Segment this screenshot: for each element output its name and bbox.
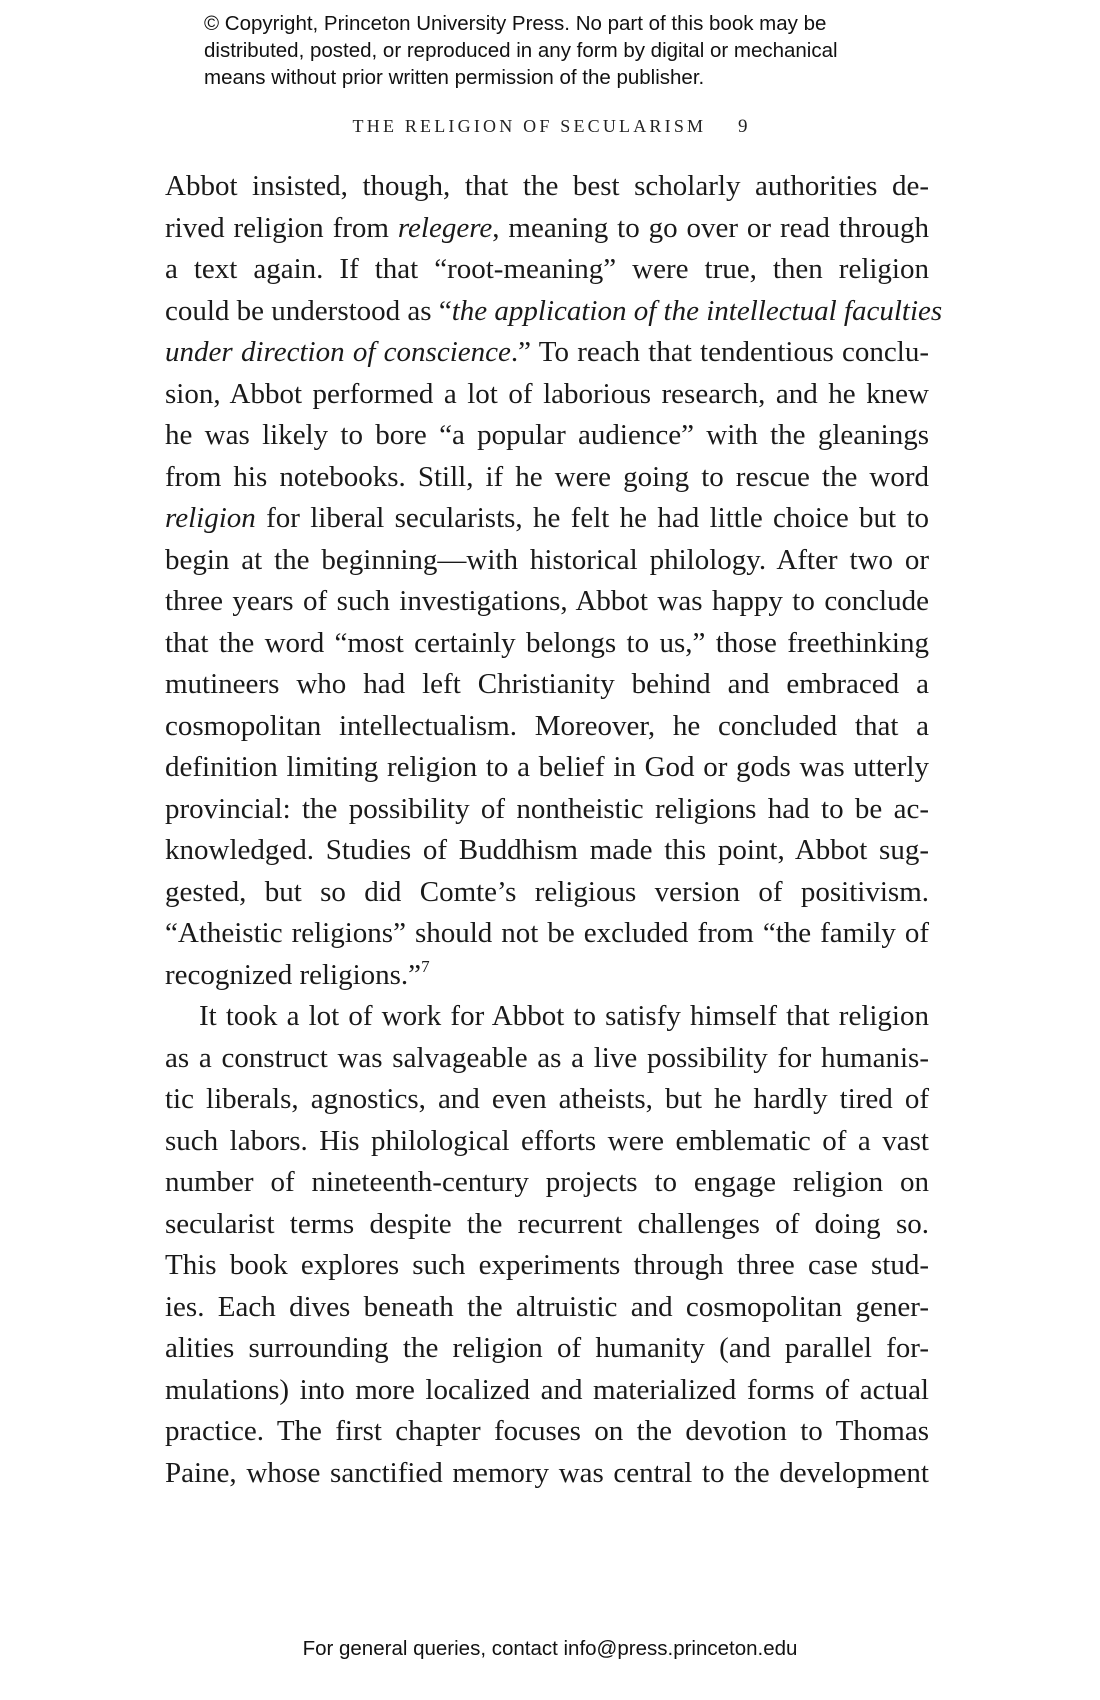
text-line: secularist terms despite the recurrent challenges of doing so. xyxy=(165,1207,929,1240)
running-head-title: THE RELIGION OF SECULARISM xyxy=(352,116,707,136)
text-line: mutineers who had left Christianity behind and embraced a xyxy=(165,668,929,700)
text-line: such labors. His philological efforts were emblematic of a vast xyxy=(165,1124,929,1157)
copyright-line: means without prior written permission of the publisher. xyxy=(204,66,705,89)
text-line: mulations) into more localized and materialized forms of actual xyxy=(165,1373,929,1406)
text-line: knowledged. Studies of Buddhism made this point, Abbot sug- xyxy=(165,834,929,866)
text-line: provincial: the possibility of nontheistic religions had to be ac- xyxy=(165,792,929,825)
text-line: tic liberals, agnostics, and even atheists, but he hardly tired of xyxy=(165,1083,929,1115)
text-line: under direction of conscience.” To reach that tendentious conclu- xyxy=(165,336,929,368)
footer-contact: For general queries, contact info@press.princeton.edu xyxy=(302,1637,798,1660)
footnote-ref: 7 xyxy=(421,956,430,976)
text-line: sion, Abbot performed a lot of laborious research, and he knew xyxy=(165,377,929,410)
text-line: he was likely to bore “a popular audience” with the gleanings xyxy=(165,419,929,451)
text-line: “Atheistic religions” should not be excluded from “the family of xyxy=(165,917,929,949)
text-line: It took a lot of work for Abbot to satisfy himself that religion xyxy=(199,1000,929,1032)
body-text xyxy=(165,166,943,1494)
text-line: rived religion from relegere, meaning to go over or read through xyxy=(165,211,929,244)
text-line: a text again. If that “root-meaning” were true, then religion xyxy=(165,253,929,285)
text-line: definition limiting religion to a belief in God or gods was utterly xyxy=(165,751,929,783)
text-line: number of nineteenth-century projects to engage religion on xyxy=(165,1166,929,1198)
page-number: 9 xyxy=(737,116,748,137)
text-line: Paine, whose sanctified memory was central to the development xyxy=(165,1456,929,1489)
text-line: begin at the beginning—with historical philology. After two or xyxy=(165,543,929,576)
text-line: Abbot insisted, though, that the best scholarly authorities de- xyxy=(165,170,929,202)
text-line: as a construct was salvageable as a live possibility for humanis- xyxy=(165,1041,929,1074)
copyright-notice xyxy=(204,10,964,91)
copyright-line: distributed, posted, or reproduced in any form by digital or mechanical xyxy=(204,39,838,62)
text-line: ies. Each dives beneath the altruistic and cosmopolitan gener- xyxy=(165,1290,929,1323)
running-head xyxy=(0,116,1100,138)
text-line: three years of such investigations, Abbot was happy to conclude xyxy=(165,585,929,617)
text-line: could be understood as “the application of the intellectual faculties xyxy=(165,294,943,327)
text-line: practice. The first chapter focuses on the devotion to Thomas xyxy=(165,1415,929,1447)
text-line: recognized religions.”$^7$ xyxy=(165,956,430,991)
text-line: alities surrounding the religion of humanity (and parallel for- xyxy=(165,1332,929,1364)
text-line: that the word “most certainly belongs to us,” those freethinking xyxy=(165,626,929,659)
text-line: This book explores such experiments through three case stud- xyxy=(165,1249,929,1281)
text-line: religion for liberal secularists, he felt he had little choice but to xyxy=(165,502,929,534)
text-line: gested, but so did Comte’s religious version of positivism. xyxy=(165,875,929,908)
text-line: cosmopolitan intellectualism. Moreover, he concluded that a xyxy=(165,709,929,742)
copyright-line: © Copyright, Princeton University Press. No part of this book may be xyxy=(204,12,827,35)
text-line: from his notebooks. Still, if he were going to rescue the word xyxy=(165,460,929,493)
